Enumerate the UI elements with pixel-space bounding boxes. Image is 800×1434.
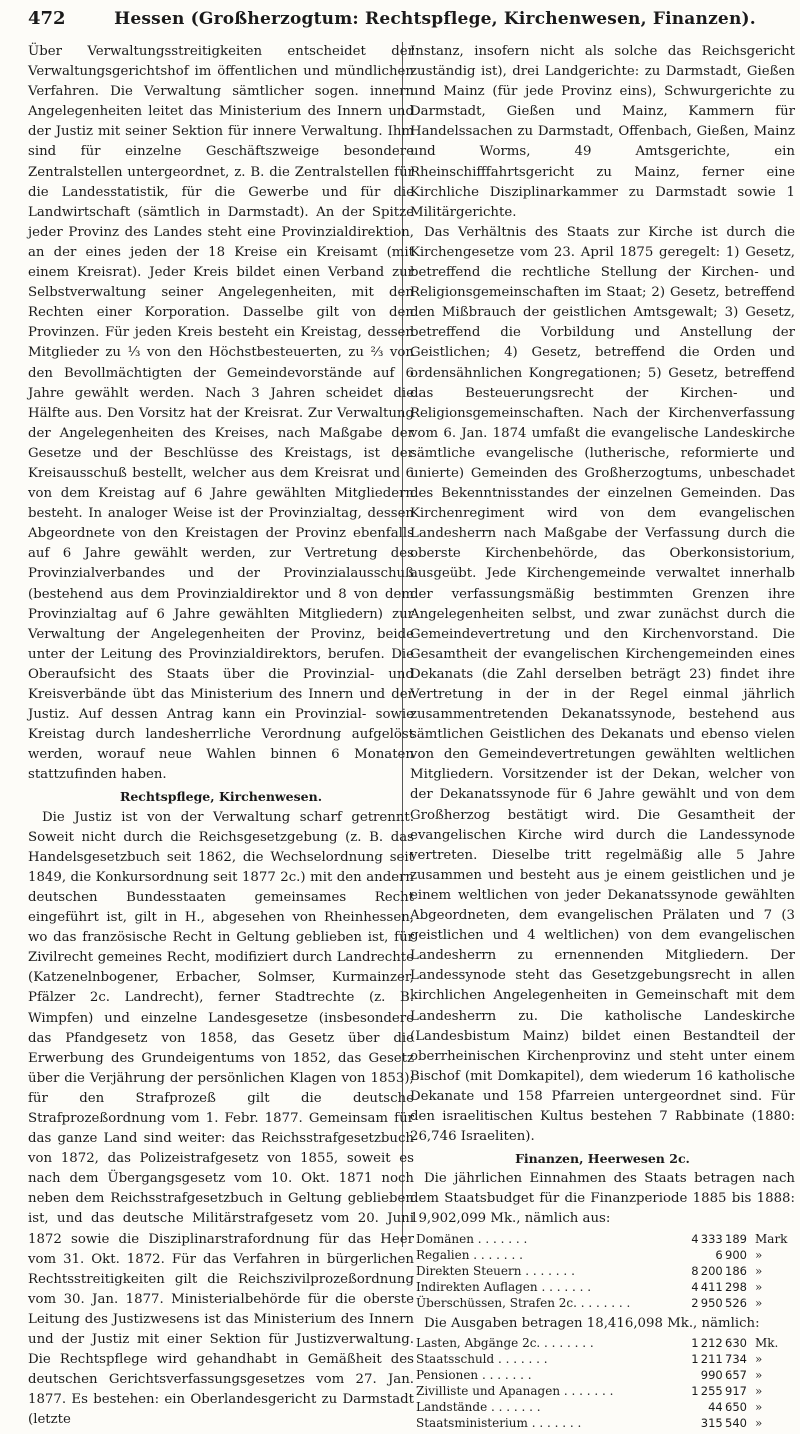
expenses-unit: » (755, 1415, 763, 1430)
income-amount: 2 950 526 (691, 1295, 747, 1310)
expenses-row (410, 1383, 795, 1399)
left-column (28, 42, 414, 1430)
running-title: Hessen (Großherzogtum: Rechtspflege, Kirchenwesen, Finanzen). (114, 9, 756, 29)
page-number: 472 (28, 8, 66, 29)
income-amount: 8 200 186 (691, 1263, 747, 1278)
expenses-label: Zivilliste und Apanagen . . . . . . . (416, 1383, 614, 1398)
income-label: Regalien . . . . . . . (416, 1247, 523, 1262)
income-label: Domänen . . . . . . . (416, 1231, 528, 1246)
income-unit: » (755, 1295, 763, 1310)
expenses-label: Staatsministerium . . . . . . . (416, 1415, 582, 1430)
expenses-unit: » (755, 1383, 763, 1398)
income-label: Indirekten Auflagen . . . . . . . (416, 1279, 592, 1294)
expenses-label: Pensionen . . . . . . . (416, 1367, 532, 1382)
income-label: Direkten Steuern . . . . . . . (416, 1263, 575, 1278)
expenses-amount: 990 657 (700, 1367, 747, 1382)
income-row (410, 1247, 795, 1263)
expenses-unit: » (755, 1399, 763, 1414)
expenses-row (410, 1415, 795, 1431)
income-amount: 4 333 189 (691, 1231, 747, 1246)
expenses-amount: 1 255 917 (691, 1383, 747, 1398)
income-unit: Mark (755, 1231, 788, 1246)
expenses-amount: 44 650 (708, 1399, 747, 1414)
expenses-row (410, 1399, 795, 1415)
expenses-amount: 315 540 (700, 1415, 747, 1430)
right-column (410, 42, 795, 1434)
expenses-unit: » (755, 1367, 763, 1382)
expenses-amount: 1 211 734 (691, 1351, 747, 1366)
paragraph-church: Das Verhältnis des Staats zur Kirche ist durch die Kirchengesetze vom 23. April 1875 geregelt: 1) Gesetz, betreffend die rechtliche Stellung der Kirchen- und Religionsgemeinschaften im Staat; 2) Gesetz, betreffend den Mißbrauch der geistlichen Amtsgewalt; 3) Gesetz, betreffend die Vorbildung und Anstellung der Geistlichen; 4) Gesetz, betreffend die Orden und ordensähnlichen Kongregationen; 5) Gesetz, betreffend das Besteuerungsrecht der Kirchen- und Religionsgemeinschaften. Nach der Kirchenverfassung vom 6. Jan. 1874 umfaßt die evangelische Landeskirche sämtliche evangelische (lutherische, reformierte und unierte) Gemeinden des Großherzogtums, unbeschadet des Bekenntnisstandes der einzelnen Gemeinden. Das Kirchenregiment wird von dem evangelischen Landesherrn nach Maßgabe der Verfassung durch die oberste Kirchenbehörde, das Oberkonsistorium, ausgeübt. Jede Kirchengemeinde verwaltet innerhalb der verfassungsmäßig bestimmten Grenzen ihre Angelegenheiten selbst, und zwar zunächst durch die Gemeindevertretung und den Kirchenvorstand. Die Gesamtheit der evangelischen Kirchengemeinden eines Dekanats (die Zahl derselben beträgt 23) findet ihre Vertretung in der in der Regel einmal jährlich zusammentretenden Dekanatssynode, bestehend aus sämtlichen Geistlichen des Dekanats und ebenso vielen von den Gemeindevertretungen gewählten weltlichen Mitgliedern. Vorsitzender ist der Dekan, welcher von der Dekanatssynode für 6 Jahre gewählt und von dem Großherzog bestätigt wird. Die Gesamtheit der evangelischen Kirche wird durch die Landessynode vertreten. Dieselbe tritt regelmäßig alle 5 Jahre zusammen und besteht aus je einem geistlichen und je einem weltlichen von jeder Dekanatssynode gewählten Abgeordneten, dem evangelischen Prälaten und 7 (3 geistlichen und 4 weltlichen) von dem evangelischen Landesherrn zu ernennenden Mitgliedern. Der Landessynode steht das Gesetzgebungsrecht in allen kirchlichen Angelegenheiten in Gemeinschaft mit dem Landesherrn zu. Die katholische Landeskirche (Landesbistum Mainz) bildet einen Bestandteil der oberrheinischen Kirchenprovinz und steht unter einem Bischof (mit Domkapitel), dem wiederum 16 katholische Dekanate und 158 Pfarreien untergeordnet sind. Für den israelitischen Kultus bestehen 7 Rabbinate (1880: 26,746 Israeliten). (410, 224, 795, 1145)
income-row (410, 1263, 795, 1279)
section-heading-finance: Finanzen, Heerwesen 2c. (515, 1151, 690, 1167)
expenses-unit: » (755, 1351, 763, 1366)
income-label: Überschüssen, Strafen 2c. . . . . . . . (416, 1295, 631, 1310)
paragraph-expenses: Die Ausgaben betragen 18,416,098 Mk., nämlich: (424, 1315, 760, 1331)
section-heading-justice: Rechtspflege, Kirchenwesen. (119, 789, 323, 805)
expenses-unit: Mk. (755, 1335, 779, 1350)
income-row (410, 1231, 795, 1247)
income-table (410, 1231, 795, 1311)
expense-table (410, 1335, 795, 1431)
expenses-label: Staatsschuld . . . . . . . (416, 1351, 548, 1366)
expenses-row (410, 1335, 795, 1351)
expenses-amount: 1 212 630 (691, 1335, 747, 1350)
income-unit: » (755, 1247, 763, 1262)
expenses-row (410, 1351, 795, 1367)
expenses-label: Landstände . . . . . . . (416, 1399, 541, 1414)
paragraph-administration: Über Verwaltungsstreitigkeiten entscheidet der Verwaltungsgerichtshof im öffentlichen und mündlichen Verfahren. Die Verwaltung sämtlicher sogen. innern Angelegenheiten leitet das Ministerium des Innern und der Justiz mit seiner Sektion für innere Verwaltung. Ihm sind für einzelne Geschäftszweige besondere Zentralstellen untergeordnet, z. B. die Zentralstellen für die Landesstatistik, für die Gewerbe und für die Landwirtschaft (sämtlich in Darmstadt). An der Spitze jeder Provinz des Landes steht eine Provinzialdirektion, an der eines jeden der 18 Kreise ein Kreisamt (mit einem Kreisrat). Jeder Kreis bildet einen Verband zur Selbstverwaltung seiner Angelegenheiten, mit den Rechten einer Korporation. Dasselbe gilt von den Provinzen. Für jeden Kreis besteht ein Kreistag, dessen Mitglieder zu ⅓ von den Höchstbesteuerten, zu ⅔ von den Bevollmächtigten der Gemeindevorstände auf 6 Jahre gewählt werden. Nach 3 Jahren scheidet die Hälfte aus. Den Vorsitz hat der Kreisrat. Zur Verwaltung der Angelegenheiten des Kreises, nach Maßgabe der Gesetze und der Beschlüsse des Kreistags, ist der Kreisausschuß bestellt, welcher aus dem Kreisrat und 6 von dem Kreistag auf 6 Jahre gewählten Mitgliedern besteht. In analoger Weise ist der Provinzialtag, dessen Abgeordnete von den Kreistagen der Provinz ebenfalls auf 6 Jahre gewählt werden, zur Vertretung des Provinzialverbandes und der Provinzialausschuß (bestehend aus dem Provinzialdirektor und 8 von dem Provinzialtag auf 6 Jahre gewählten Mitgliedern) zur Verwaltung der Angelegenheiten der Provinz, beide unter der Leitung des Provinzialdirektors, berufen. Die Oberaufsicht des Staats über die Provinzial- und Kreisverbände übt das Ministerium des Innern und der Justiz. Auf dessen Antrag kann ein Provinzial- sowie Kreistag durch landesherrliche Verordnung aufgelöst werden, worauf neue Wahlen binnen 6 Monaten stattzufinden haben. (28, 44, 414, 783)
income-row (410, 1279, 795, 1295)
paragraph-income: Die jährlichen Einnahmen des Staats betragen nach dem Staatsbudget für die Finanzperiode 1885 bis 1888: 19,902,099 Mk., nämlich aus: (410, 1171, 795, 1227)
paragraph-courts: Instanz, insofern nicht als solche das Reichsgericht zuständig ist), drei Landgerichte: zu Darmstadt, Gießen und Mainz (für jede Provinz eins), Schwurgerichte zu Darmstadt, Gießen und Mainz, Kammern für Handelssachen zu Darmstadt, Offenbach, Gießen, Mainz und Worms, 49 Amtsgerichte, ein Rheinschifffahrtsgericht zu Mainz, ferner eine Kirchliche Disziplinarkammer zu Darmstadt sowie 1 Militärgerichte. (410, 44, 795, 220)
income-row (410, 1295, 795, 1311)
income-unit: » (755, 1263, 763, 1278)
expenses-row (410, 1367, 795, 1383)
income-amount: 6 900 (715, 1247, 747, 1262)
income-amount: 4 411 298 (691, 1279, 747, 1294)
paragraph-justice: Die Justiz ist von der Verwaltung scharf getrennt. Soweit nicht durch die Reichsgesetzgebung (z. B. das Handelsgesetzbuch seit 1862, die Wechselordnung seit 1849, die Konkursordnung seit 1877 2c.) mit den andern deutschen Bundesstaaten gemeinsames Recht eingeführt ist, gilt in H., abgesehen von Rheinhessen, wo das französische Recht in Geltung geblieben ist, für Zivilrecht gemeines Recht, modifiziert durch Landrechte (Katzenelnbogener, Erbacher, Solmser, Kurmainzer, Pfälzer 2c. Landrecht), ferner Stadtrechte (z. B. Wimpfen) und einzelne Landesgesetze (insbesondere das Pfandgesetz von 1858, das Gesetz über die Erwerbung des Grundeigentums von 1852, das Gesetz über die Verjährung der persönlichen Klagen von 1853); für den Strafprozeß gilt die deutsche Strafprozeßordnung vom 1. Febr. 1877. Gemeinsam für das ganze Land sind weiter: das Reichsstrafgesetzbuch von 1872, das Polizeistrafgesetz von 1855, soweit es nach dem Übergangsgesetz vom 10. Okt. 1871 noch neben dem Reichsstrafgesetzbuch in Geltung geblieben ist, und das deutsche Militärstrafgesetz vom 20. Juni 1872 sowie die Disziplinarstrafordnung für das Heer vom 31. Okt. 1872. Für das Verfahren in bürgerlichen Rechtsstreitigkeiten gilt die Reichszivilprozeßordnung vom 30. Jan. 1877. Ministerialbehörde für die oberste Leitung des Justizwesens ist das Ministerium des Innern und der Justiz mit einer Sektion für Justizverwaltung. Die Rechtspflege wird gehandhabt in Gemäßheit des deutschen Gerichtsverfassungsgesetzes vom 27. Jan. 1877. Es bestehen: ein Oberlandesgericht zu Darmstadt (letzte (28, 809, 414, 1428)
expenses-label: Lasten, Abgänge 2c. . . . . . . . (416, 1335, 594, 1350)
income-unit: » (755, 1279, 763, 1294)
page-header (28, 8, 782, 36)
